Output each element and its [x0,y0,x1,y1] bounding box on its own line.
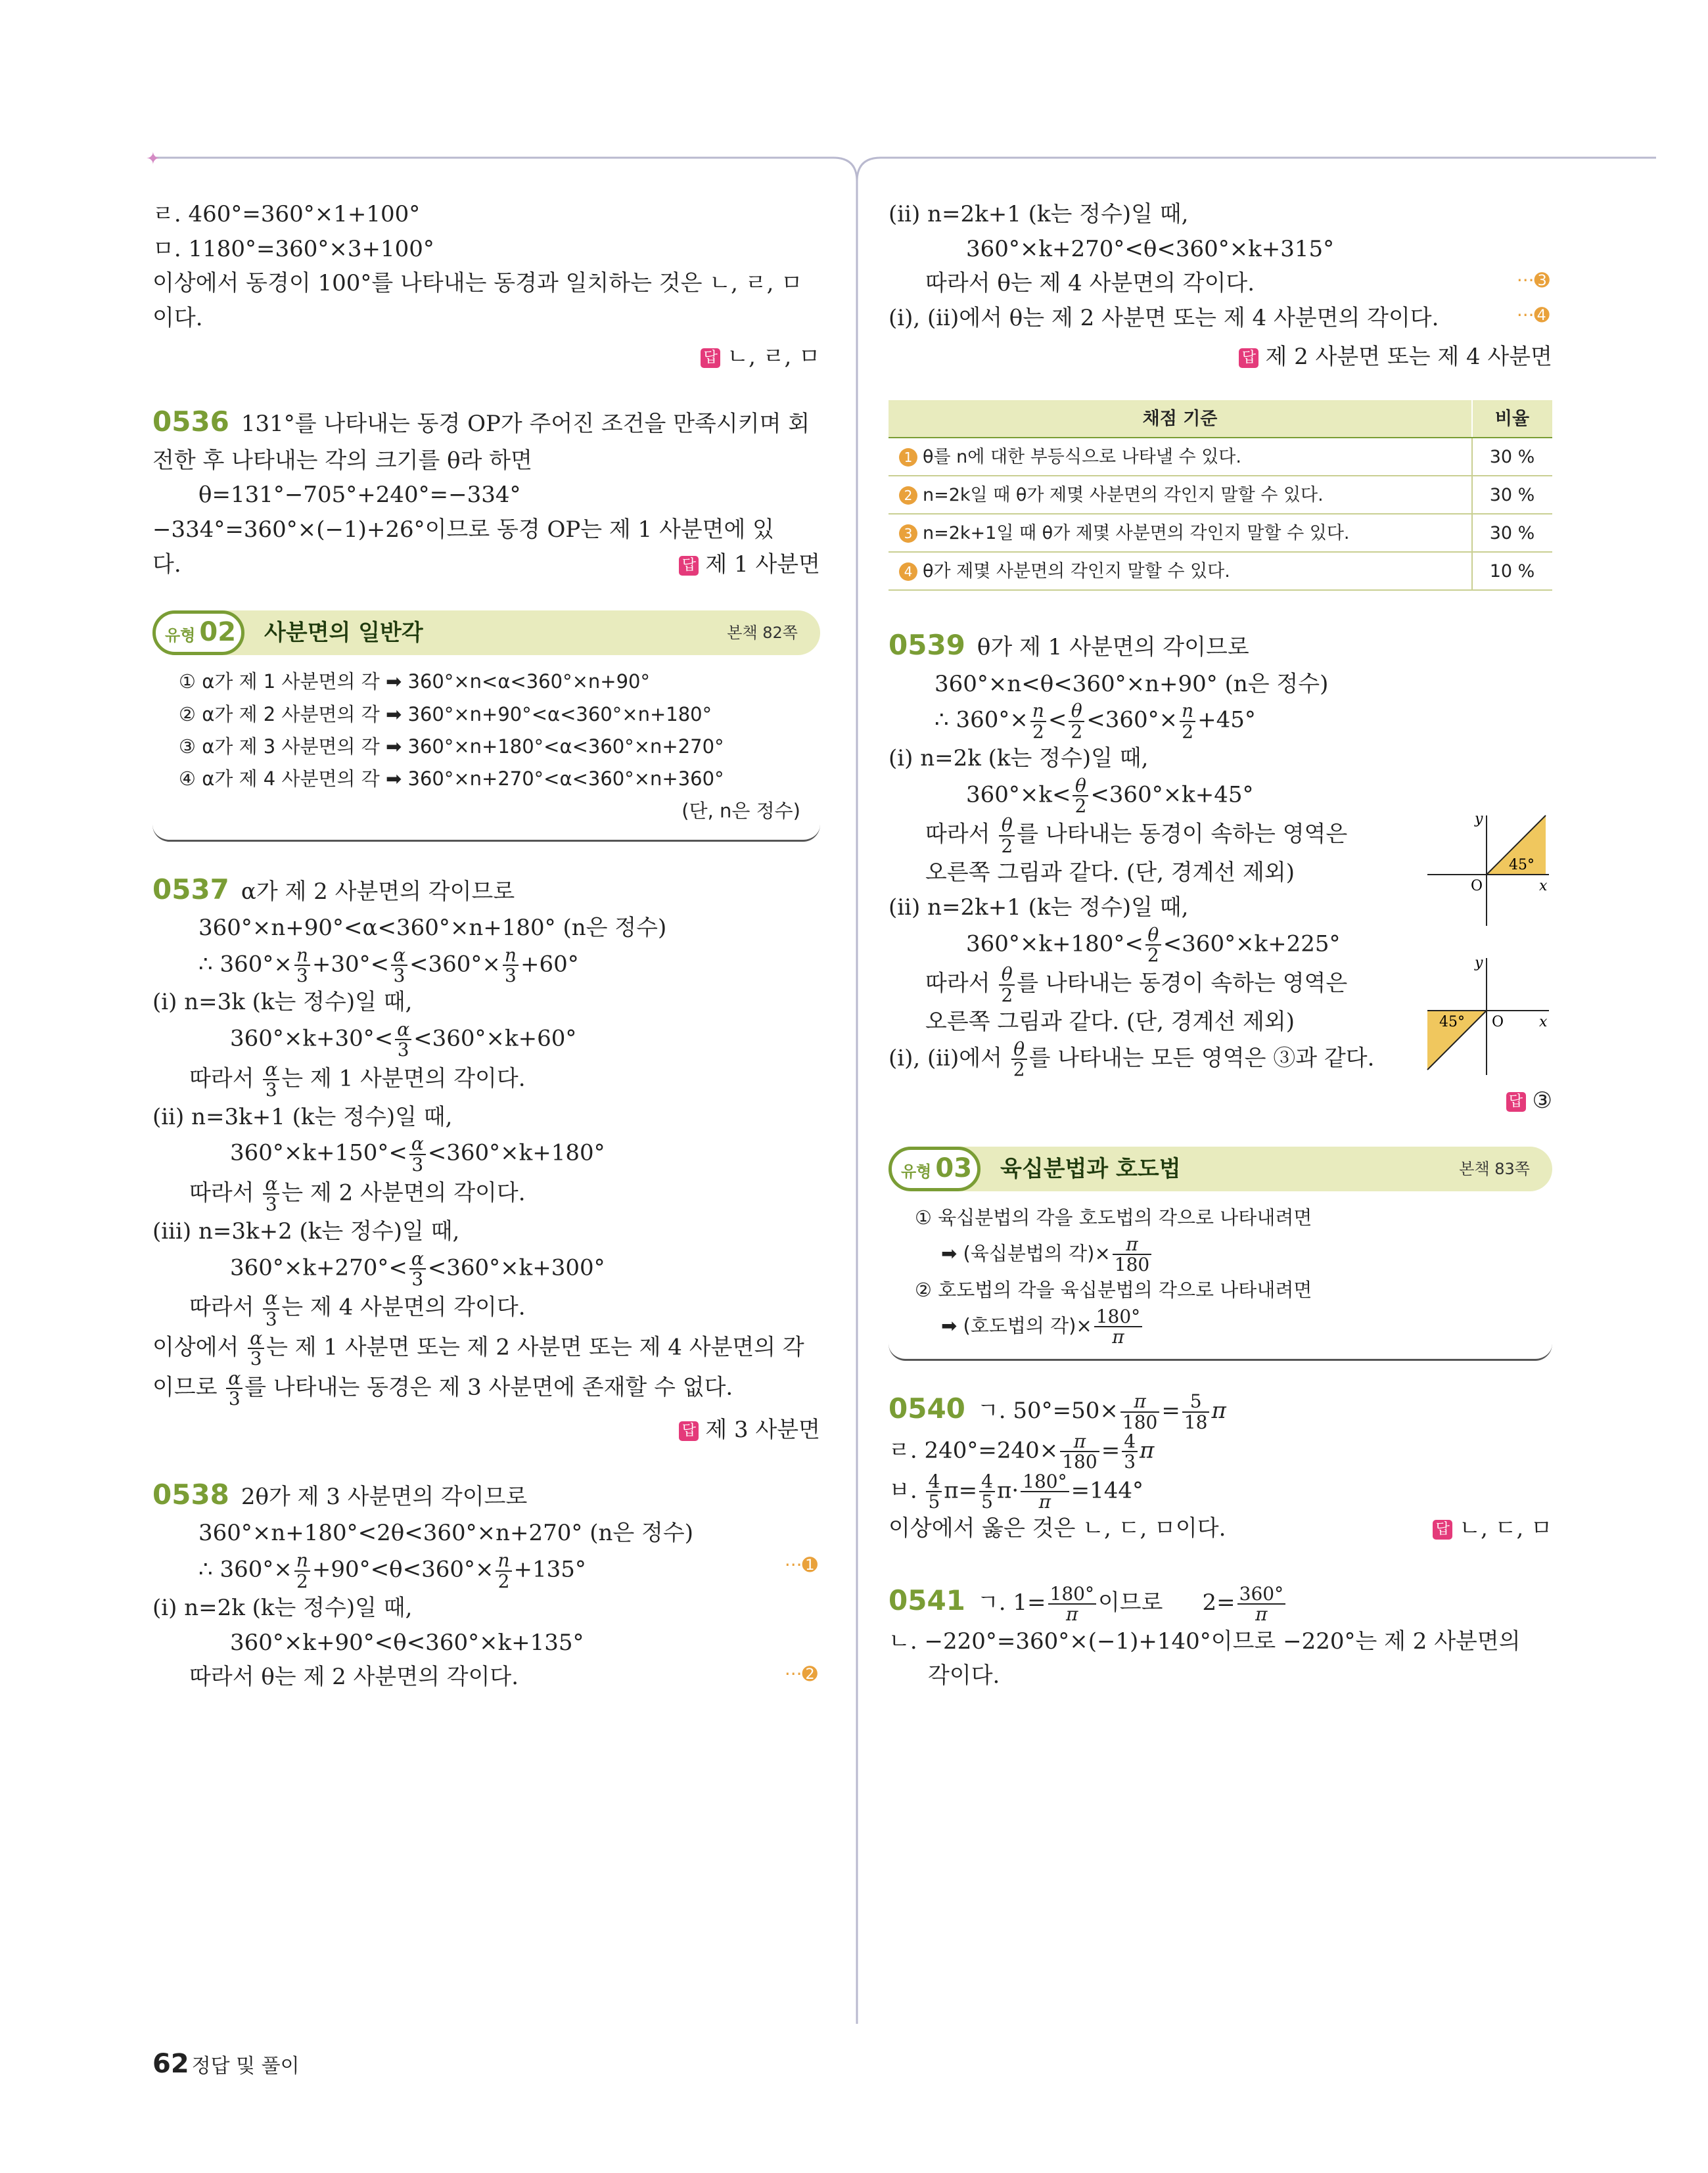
answer-line [679,547,820,582]
problem-number: 0541 [889,1584,965,1617]
answer-line [152,340,820,375]
problem-0536 [152,400,820,582]
answer-text: ㄴ, ㄷ, ㅁ [1459,1515,1552,1542]
type-box-02 [152,610,820,841]
type-item: ④ α가 제 4 사분면의 각 ➡ 360°×n+270°<α<360°×n+360° [179,767,724,790]
problem-number: 0539 [889,629,965,662]
math-line: 360°×k+90°<θ<360°×k+135° [230,1629,584,1656]
text-line: (ⅰ), (ⅱ)에서 $\frac{\theta}{2}$ 를 나타내는 모든 영역은 ③과 같다. [889,1038,1375,1081]
math-line: 360°×n<θ<360°×n+90° (n은 정수) [935,670,1329,697]
math-line: ∴ 360°× $\frac{n}{2}$ < $\frac{\theta}{2}$ <360°× $\frac{n}{2}$ +45° [935,700,1256,743]
problem-0539 [889,624,1552,1118]
ratio-cell: 10 % [1472,552,1552,590]
type-reference: 본책 83쪽 [1459,1160,1530,1179]
answer-text: ㄴ, ㄹ, ㅁ [727,343,820,370]
type-item: ① 육십분법의 각을 호도법의 각으로 나타내려면 [915,1206,1312,1229]
table-header [889,400,1552,438]
answer-icon: 답 [1239,348,1258,368]
text-line: 따라서 $\frac{\alpha}{3}$ 는 제 4 사분면의 각이다. [189,1287,526,1330]
text-line: 다. [152,551,181,578]
star-icon: ✦ [146,149,160,169]
answer-text: 제 1 사분면 [705,551,820,578]
step-number-icon: 4 [899,562,917,581]
text-line: ㄴ. −220°=360°×(−1)+140°이므로 −220°는 제 2 사분면의 [889,1628,1521,1655]
math-line: 360°×k< $\frac{\theta}{2}$ <360°×k+45° [966,774,1254,817]
math-line: ㅂ. $\frac{4}{5}$ π= $\frac{4}{5}$ π· $\frac{180^\circ}{\pi}$ =144° [889,1470,1143,1513]
math-line: 360°×k+270°<θ<360°×k+315° [966,235,1335,262]
case-line: (ⅰ) n=3k (k는 정수)일 때, [152,989,413,1016]
ratio-cell: 30 % [1472,476,1552,514]
text-line: θ가 제 1 사분면의 각이므로 [977,634,1249,661]
text-line: 각이다. [928,1662,1000,1689]
text-line: 2θ가 제 3 사분면의 각이므로 [241,1484,528,1511]
criteria-text: θ를 n에 대한 부등식으로 나타낼 수 있다. [923,446,1241,467]
origin-label: O [1471,878,1483,895]
text-line: 따라서 θ는 제 2 사분면의 각이다. ···➋ [152,1660,820,1695]
text-line: 오른쪽 그림과 같다. (단, 경계선 제외) [925,1009,1295,1036]
ratio-cell: 30 % [1472,438,1552,476]
type-note: (단, n은 정수) [681,800,800,823]
type-formula: ➡ (육십분법의 각)× $\frac{\pi}{180}$ [915,1235,1552,1275]
table-row [889,552,1552,590]
case2-block [889,958,1552,1039]
type-formula: ➡ (호도법의 각)× $\frac{180^\circ}{\pi}$ [915,1307,1552,1347]
header-criteria: 채점 기준 [889,400,1472,438]
ratio-cell: 30 % [1472,514,1552,552]
type-banner [889,1147,1552,1191]
right-column [889,197,1552,1693]
math-line: 360°×k+270°< $\frac{\alpha}{3}$ <360°×k+300° [230,1247,605,1290]
text-line: 전한 후 나타내는 각의 크기를 θ라 하면 [152,447,532,474]
step-marker: ···➋ [784,1663,818,1685]
problem-number: 0537 [152,873,229,905]
angle-label: 45° [1439,1014,1465,1031]
table-row [889,476,1552,514]
type-badge-label: 유형 [901,1162,932,1181]
problem-number: 0538 [152,1478,229,1511]
answer-line [1433,1511,1552,1546]
axis-label-y: y [1475,811,1483,828]
step-number-icon: 1 [899,448,917,467]
type-item: ③ α가 제 3 사분면의 각 ➡ 360°×n+180°<α<360°×n+270° [179,735,724,758]
header-ratio: 비율 [1472,400,1552,438]
problem-number: 0540 [889,1392,965,1425]
left-column [152,197,820,1695]
answer-line [152,1413,820,1448]
type-badge-number: 03 [935,1153,973,1184]
answer-line [889,1084,1552,1118]
case-line: (ⅰ) n=2k (k는 정수)일 때, [889,745,1149,771]
type-badge [152,610,244,655]
text-line: 131°를 나타내는 동경 OP가 주어진 조건을 만족시키며 회 [241,411,810,438]
math-line: 360°×n+90°<α<360°×n+180° (n은 정수) [198,914,667,941]
answer-line [889,340,1552,375]
answer-text: 제 3 사분면 [705,1416,820,1443]
step-number-icon: 2 [899,486,917,505]
criteria-text: n=2k+1일 때 θ가 제몇 사분면의 각인지 말할 수 있다. [923,522,1350,543]
text-line: 따라서 $\frac{\theta}{2}$ 를 나타내는 동경이 속하는 영역은 [925,814,1348,857]
problem-0538 [152,1473,820,1695]
criteria-text: n=2k일 때 θ가 제몇 사분면의 각인지 말할 수 있다. [923,484,1324,505]
answer-icon: 답 [701,348,720,368]
text-line: −334°=360°×(−1)+26°이므로 동경 OP는 제 1 사분면에 있 [152,516,775,543]
type-item: ② 호도법의 각을 육십분법의 각으로 나타내려면 [915,1279,1312,1302]
text-line: 이상에서 동경이 100°를 나타내는 동경과 일치하는 것은 ㄴ, ㄹ, ㅁ [152,270,803,297]
fraction: $\frac{n}{3}$ [503,946,519,986]
answer-icon: 답 [679,556,699,576]
problem-0541: 0541 ㄱ. 1= $\frac{180^\circ}{\pi}$ 이므로 2= $\frac{360^\circ}{\pi}$ ㄴ. −220°=360°×(−1)+140°이므로 −220°는 제 2 사분면의 각이다. [889,1579,1552,1693]
math-line: ∴ 360°× $\frac{n}{3}$ +30°< $\frac{\alpha}{3}$ <360°× $\frac{n}{3}$ +60° [198,944,579,986]
page-footer [152,2049,300,2079]
case-line: (ⅱ) n=3k+1 (k는 정수)일 때, [152,1103,453,1130]
math-line: 360°×n+180°<2θ<360°×n+270° (n은 정수) [198,1520,693,1547]
text-line: (ⅰ), (ⅱ)에서 θ는 제 2 사분면 또는 제 4 사분면의 각이다. ···➍ [889,301,1552,336]
text-line: 따라서 θ는 제 4 사분면의 각이다. ···➌ [889,266,1552,301]
type-item: ② α가 제 2 사분면의 각 ➡ 360°×n+90°<α<360°×n+180° [179,702,712,725]
step-marker: ···➌ [1516,269,1550,292]
grading-criteria-table [889,400,1552,591]
type-item: ① α가 제 1 사분면의 각 ➡ 360°×n<α<360°×n+90° [179,670,650,693]
answer-text: 제 2 사분면 또는 제 4 사분면 [1265,343,1552,370]
origin-label: O [1492,1014,1504,1031]
type-title: 육십분법과 호도법 [1000,1156,1181,1183]
text-line: 이상에서 $\frac{\alpha}{3}$ 는 제 1 사분면 또는 제 2 사분면 또는 제 4 사분면의 각 [152,1327,804,1370]
text-line: 오른쪽 그림과 같다. (단, 경계선 제외) [925,859,1295,886]
text-line: ㅁ. 1180°=360°×3+100° [152,235,434,262]
text-line: 따라서 $\frac{\theta}{2}$ 를 나타내는 동경이 속하는 영역은 [925,963,1348,1006]
text-line: 이다. [152,305,203,332]
case-line: (ⅰ) n=2k (k는 정수)일 때, [152,1594,413,1621]
math-line: ∴ 360°× $\frac{n}{2}$ +90°<θ<360°× $\frac{n}{2}$ +135° ···➊ [198,1549,818,1592]
quadrant-figure-1 [1421,809,1552,927]
case-line: (ⅱ) n=2k+1 (k는 정수)일 때, [889,201,1189,227]
axis-label-x: x [1539,1014,1548,1031]
fraction: $\frac{n}{3}$ [294,946,310,986]
text-line: 따라서 $\frac{\alpha}{3}$ 는 제 1 사분면의 각이다. [189,1058,526,1101]
text-line: 따라서 $\frac{\alpha}{3}$ 는 제 2 사분면의 각이다. [189,1173,526,1216]
math-line: 360°×k+150°< $\frac{\alpha}{3}$ <360°×k+180° [230,1133,605,1176]
column-divider [833,158,881,2024]
type-reference: 본책 82쪽 [727,624,798,643]
table-row [889,514,1552,552]
angle-label: 45° [1509,857,1535,874]
text-line: α가 제 2 사분면의 각이므로 [241,878,515,905]
criteria-text: θ가 제몇 사분면의 각인지 말할 수 있다. [923,560,1230,582]
text-line: ㄹ. 460°=360°×1+100° [152,201,421,227]
type-box-03 [889,1147,1552,1360]
type-body [152,655,820,841]
problem-number: 0536 [152,405,229,438]
case-line: (ⅲ) n=3k+2 (k는 정수)일 때, [152,1218,460,1245]
step-marker: ···➍ [1516,304,1550,327]
fraction: $\frac{\alpha}{3}$ [391,946,407,986]
case1-block [889,811,1552,895]
answer-icon: 답 [1433,1520,1452,1540]
step-marker: ···➊ [784,1554,818,1576]
table-row [889,438,1552,476]
type-body [889,1191,1552,1360]
type-badge-label: 유형 [165,626,196,645]
math-line: θ=131°−705°+240°=−334° [198,482,521,509]
type-badge [889,1147,981,1191]
answer-icon: 답 [679,1421,699,1441]
text-line: 이상에서 옳은 것은 ㄴ, ㄷ, ㅁ이다. 답 ㄴ, ㄷ, ㅁ [889,1511,1552,1546]
math-line: ㄹ. 240°=240× $\frac{\pi}{180}$ = $\frac{4}{3}$ π [889,1430,1155,1473]
axis-label-x: x [1539,878,1548,895]
text-line: 이므로 $\frac{\alpha}{3}$ 를 나타내는 동경은 제 3 사분면에 존재할 수 없다. [152,1367,733,1410]
answer-icon: 답 [1506,1092,1526,1112]
answer-text: ③ [1532,1087,1552,1114]
type-title: 사분면의 일반각 [264,620,423,647]
type-banner [152,610,820,655]
problem-0537 [152,868,820,1448]
problem-0540: 0540 ㄱ. 50°=50× $\frac{\pi}{180}$ = $\frac{5}{18}$ π ㄹ. 240°=240× $\frac{\pi}{180}$ = $\frac{4}{3}$ π ㅂ. $\frac{4}{5}$ π= $\frac{4}{5}$ π· $\frac{180^\circ}{\pi}$ =144° 이상에서 옳은 것은 ㄴ, ㄷ, ㅁ이다. 답 ㄴ, ㄷ, ㅁ [889,1387,1552,1547]
math-line: 360°×k+30°< $\frac{\alpha}{3}$ <360°×k+60° [230,1018,577,1061]
footer-label: 정답 및 풀이 [191,2055,300,2078]
math-line: 360°×k+180°< $\frac{\theta}{2}$ <360°×k+225° [966,923,1341,967]
page-number: 62 [152,2049,189,2079]
axis-label-y: y [1475,958,1483,972]
case-line: (ⅱ) n=2k+1 (k는 정수)일 때, [889,894,1189,921]
quadrant-figure-2 [1421,958,1552,1076]
type-badge-number: 02 [199,617,237,648]
step-number-icon: 3 [899,524,917,543]
